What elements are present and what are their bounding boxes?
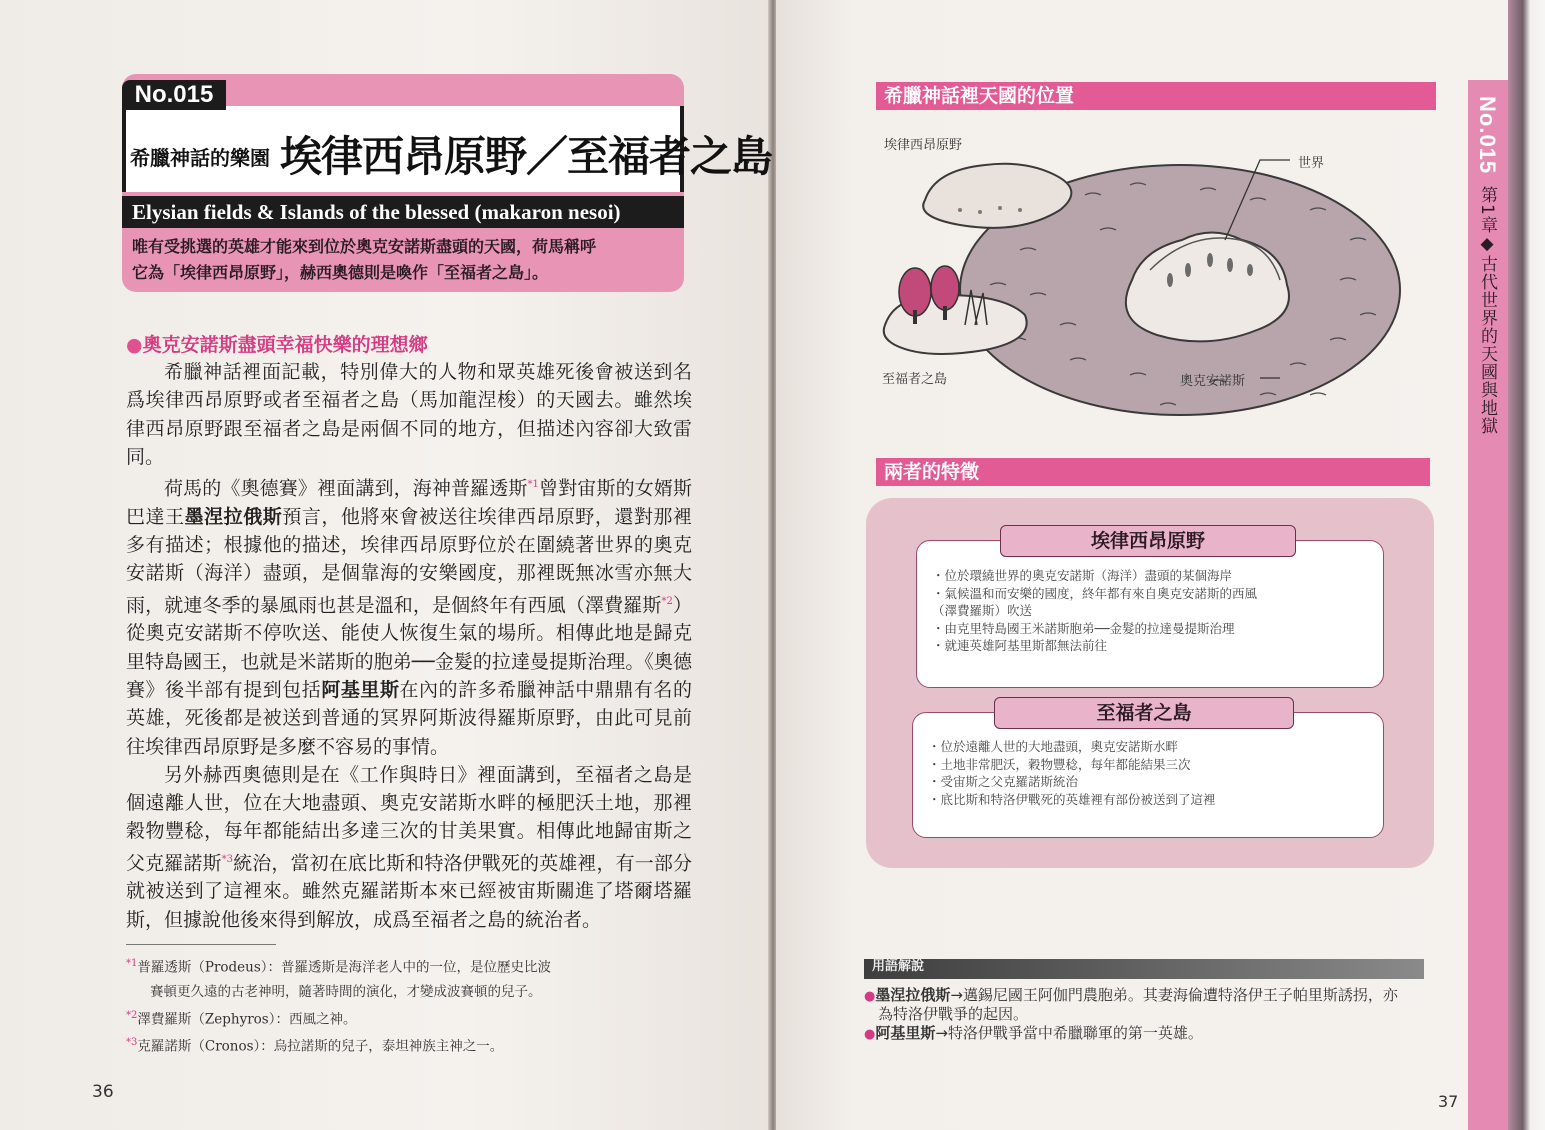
glossary-bullet: ● — [864, 1027, 876, 1042]
elysium-trait-2-continued: （澤費羅斯）吹送 — [932, 603, 1033, 618]
blessed-traits-title: 至福者之島 — [994, 697, 1294, 729]
footnote-2-mark: *2 — [126, 1009, 138, 1021]
glossary-item-achilles — [864, 1022, 1203, 1046]
glossary-label: 用語解說 — [872, 959, 925, 974]
paragraph-1: 希臘神話裡面記載，特別偉大的人物和眾英雄死後會被送到名爲埃律西昂原野或者至福者之島（馬加龍涅梭）的天國去。雖然埃律西昂原野跟至福者之島是兩個不同的地方，但描述內容卻大致雷同。 — [126, 361, 692, 468]
elysium-traits-title: 埃律西昂原野 — [1000, 525, 1296, 557]
footnote-1 — [126, 952, 696, 980]
entry-intro — [132, 234, 677, 286]
map-label-blessed: 至福者之島 — [882, 372, 948, 387]
elysium-trait-1: ・位於環繞世界的奧克安諾斯（海洋）盡頭的某個海岸 — [932, 568, 1233, 583]
paragraph-3-text-a: 另外赫西奧德則是在《工作與時日》裡面講到，至福者之島是個遠離人世，位在大地盡頭、奧克安諾斯水畔的極肥沃土地，那裡穀物豐稔，每年都能結出多達三次的甘美果實。相傳此地歸宙斯之父克羅諾斯 — [126, 763, 692, 875]
paragraph-2 — [126, 471, 692, 761]
footnote-3-mark: *3 — [126, 1037, 138, 1048]
footnote-1-continued: 賽頓更久遠的古老神明，隨著時間的演化，才變成波賽頓的兒子。 — [150, 983, 542, 1000]
glossary-def-menelaus: →邁錫尼國王阿伽門農胞弟。其妻海倫遭特洛伊王子帕里斯誘拐，亦 — [950, 986, 1398, 1004]
glossary-def-achilles: →特洛伊戰爭當中希臘聯軍的第一英雄。 — [935, 1024, 1203, 1042]
section-bullet: ● — [126, 334, 143, 356]
map-label-oceanus: 奧克安諾斯 — [1180, 374, 1246, 389]
footnote-2 — [126, 1004, 696, 1032]
footnote-1-text: 普羅透斯（Prodeus）：普羅透斯是海洋老人中的一位，是位歷史比波 — [137, 959, 552, 976]
paragraph-2-text-d: ）從奧克安諾斯不停吹送、能使人恢復生氣的場所。相傳此地是歸克里特島國王，也就是米諾斯的胞弟──金髮的拉達曼提斯治理。《奧德賽》後半部有提到包括 — [126, 594, 692, 701]
body-text — [126, 358, 692, 934]
paragraph-2-text-e: 在內的許多希臘神話中鼎鼎有名的英雄，死後都是被送到普通的冥界阿斯波得羅斯原野，由此可見前往埃律西昂原野是多麼不容易的事情。 — [126, 678, 692, 758]
traits-heading: 兩者的特徵 — [876, 458, 1430, 486]
entry-subtitle: 希臘神話的樂園 — [130, 146, 270, 170]
glossary-item-menelaus-continued: 為特洛伊戰爭的起因。 — [878, 1005, 1029, 1023]
map-label-world: 世界 — [1298, 156, 1325, 171]
elysium-trait-2: ・氣候溫和而安樂的國度，終年都有來自奧克安諾斯的西風 — [932, 585, 1258, 601]
footnote-ref-1: *1 — [527, 479, 539, 491]
blessed-trait-4: ・底比斯和特洛伊戰死的英雄裡有部份被送到了這裡 — [928, 791, 1216, 807]
blessed-trait-3: ・受宙斯之父克羅諾斯統治 — [928, 774, 1079, 789]
glossary-term-achilles: 阿基里斯 — [875, 1024, 936, 1042]
term-menelaus: 墨涅拉俄斯 — [184, 505, 283, 528]
elysium-trait-4: ・就連英雄阿基里斯都無法前往 — [932, 638, 1108, 653]
footnote-ref-2: *2 — [661, 595, 673, 607]
glossary-bullet: ● — [864, 989, 876, 1004]
blessed-trait-1: ・位於遠離人世的大地盡頭，奧克安諾斯水畔 — [928, 739, 1179, 754]
footnote-1-mark: *1 — [126, 958, 138, 969]
entry-english-title: Elysian fields & Islands of the blessed (makaron nesoi) — [122, 196, 684, 228]
side-tab-entry-number: No.015 — [1475, 96, 1500, 175]
footnote-2-text: 澤費羅斯（Zephyros）：西風之神。 — [137, 1011, 357, 1027]
paragraph-2-text-a: 荷馬的《奧德賽》裡面講到，海神普羅透斯 — [164, 477, 528, 500]
section-title-text: 奧克安諾斯盡頭幸福快樂的理想鄉 — [142, 334, 428, 356]
intro-line-2: 它為「埃律西昂原野」，赫西奧德則是喚作「至福者之島」。 — [132, 263, 549, 282]
elysium-traits-list — [932, 567, 1257, 655]
footnote-divider — [126, 944, 276, 945]
glossary-bar — [864, 959, 1424, 979]
page-number-left: 36 — [92, 1082, 114, 1102]
blessed-traits-list — [928, 738, 1216, 808]
side-tab-chapter-title: 第1章◆古代世界的天國與地獄 — [1477, 186, 1497, 435]
book-page-edge — [1508, 0, 1545, 1130]
heaven-map-illustration — [870, 120, 1430, 440]
blessed-trait-2: ・土地非常肥沃，穀物豐稔，每年都能結果三次 — [928, 756, 1191, 772]
paragraph-2-text-b: 曾對宙斯的女婿斯巴達王 — [126, 477, 692, 528]
footnote-3 — [126, 1031, 696, 1059]
elysium-trait-3: ・由克里特島國王米諾斯胞弟──金髮的拉達曼提斯治理 — [932, 620, 1235, 636]
paragraph-2-text-c: 預言，他將來會被送往埃律西昂原野，還對那裡多有描述；根據他的描述，埃律西昂原野位於在圍繞著世界的奧克安諾斯（海洋）盡頭，是個靠海的安樂國度，那裡既無冰雪亦無大雨，就連冬季的暴風雨也甚是溫和，是個終年有西風（澤費羅斯 — [126, 505, 692, 617]
entry-number: No.015 — [122, 80, 226, 110]
page-number-right: 37 — [1438, 1092, 1459, 1111]
footnotes — [126, 952, 696, 1059]
footnote-ref-3: *3 — [221, 853, 233, 865]
map-label-elysium: 埃律西昂原野 — [884, 138, 963, 153]
term-achilles: 阿基里斯 — [321, 678, 400, 701]
intro-line-1: 唯有受挑選的英雄才能來到位於奧克安諾斯盡頭的天國，荷馬稱呼 — [132, 237, 597, 256]
map-heading: 希臘神話裡天國的位置 — [876, 82, 1436, 110]
paragraph-3 — [126, 761, 692, 934]
entry-title: 埃律西昂原野／至福者之島 — [280, 132, 773, 181]
section-title — [126, 330, 428, 357]
paragraph-3-text-b: 統治，當初在底比斯和特洛伊戰死的英雄裡，有一部分就被送到了這裡來。雖然克羅諾斯本來已經被宙斯關進了塔爾塔羅斯，但據說他後來得到解放，成爲至福者之島的統治者。 — [126, 852, 692, 931]
footnote-3-text: 克羅諾斯（Cronos）：烏拉諾斯的兒子，泰坦神族主神之一。 — [137, 1038, 504, 1055]
glossary-term-menelaus: 墨涅拉俄斯 — [875, 986, 951, 1004]
